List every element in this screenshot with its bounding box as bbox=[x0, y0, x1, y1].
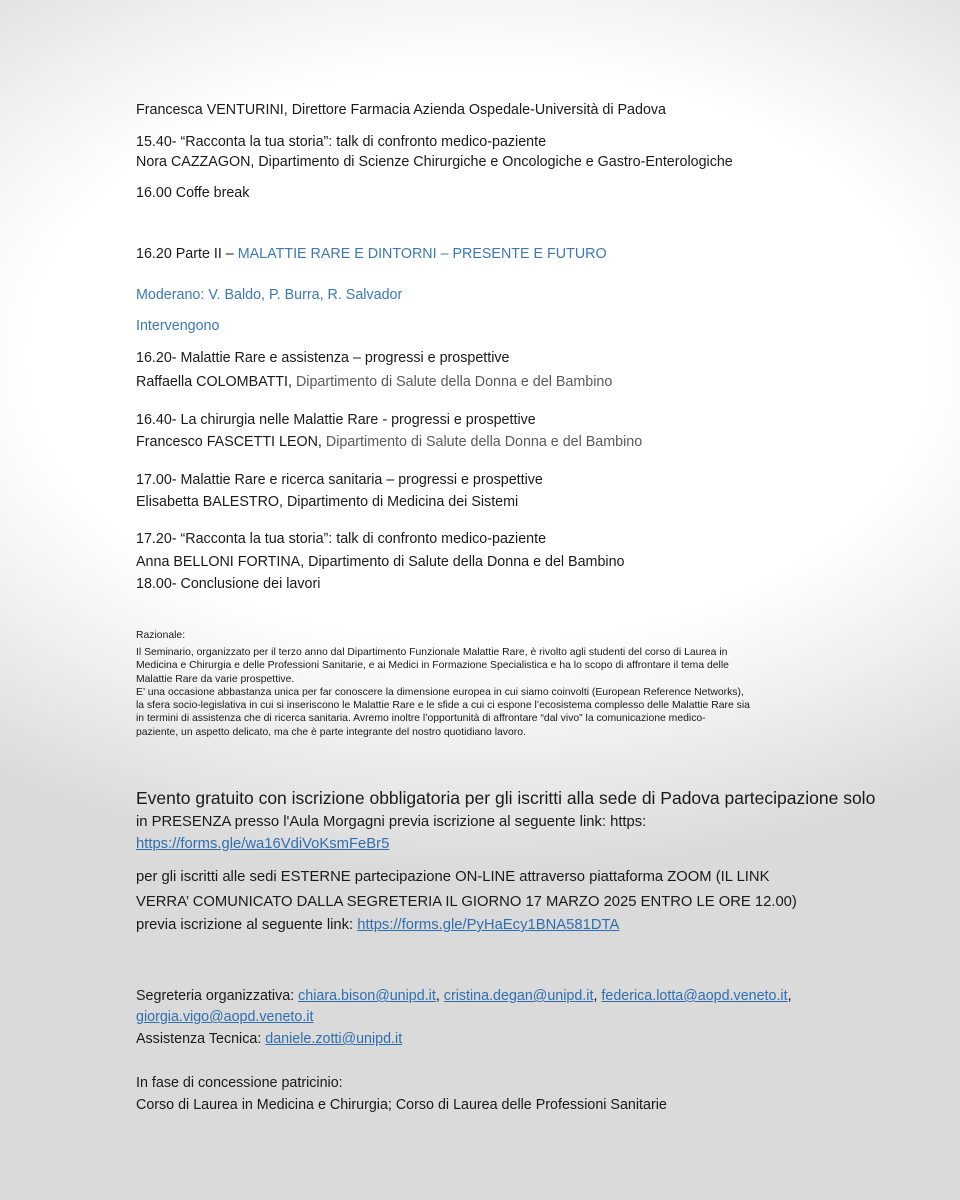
email-separator: , bbox=[787, 988, 792, 1004]
coffee-break: 16.00 Coffe break bbox=[136, 185, 250, 201]
session-1540-title: 15.40- “Racconta la tua storia”: talk di confronto medico-paziente bbox=[136, 134, 547, 150]
registration-online-line-3 bbox=[136, 914, 619, 937]
registration-headline: Evento gratuito con iscrizione obbligatoria per gli iscritti alla sede di Padova partecipazione solo bbox=[136, 788, 876, 808]
conclusion: 18.00- Conclusione dei lavori bbox=[136, 576, 321, 592]
speakers-label: Intervengono bbox=[136, 318, 220, 334]
patronage-label: In fase di concessione patricinio: bbox=[136, 1075, 343, 1091]
email-separator: , bbox=[435, 988, 444, 1004]
part-two-prefix: 16.20 Parte II – bbox=[136, 246, 238, 262]
secretariat-line bbox=[136, 986, 792, 1007]
email-giorgia-vigo-link[interactable]: giorgia.vigo@aopd.veneto.it bbox=[136, 1009, 314, 1025]
session-1700-speaker: Elisabetta BALESTRO, Dipartimento di Medicina dei Sistemi bbox=[136, 494, 519, 510]
online-registration-link[interactable]: https://forms.gle/PyHaEcy1BNA581DTA bbox=[357, 917, 620, 933]
rationale-text bbox=[136, 646, 750, 739]
rationale-heading: Razionale: bbox=[136, 630, 186, 641]
session-1640-dept: Dipartimento di Salute della Donna e del Bambino bbox=[325, 434, 643, 450]
email-daniele-zotti-link[interactable]: daniele.zotti@unipd.it bbox=[265, 1031, 403, 1047]
registration-online-line-2: VERRA’ COMUNICATO DALLA SEGRETERIA IL GIORNO 17 MARZO 2025 ENTRO LE ORE 12.00) bbox=[136, 894, 797, 910]
speaker-venturini: Francesca VENTURINI, Direttore Farmacia Azienda Ospedale-Università di Padova bbox=[136, 102, 666, 118]
session-1640-name: Francesco FASCETTI LEON, bbox=[136, 434, 326, 450]
email-cristina-degan-link[interactable]: cristina.degan@unipd.it bbox=[443, 988, 594, 1004]
rationale-line: in termini di assistenza che di ricerca sanitaria. Avremo inoltre l’opportunità di affrontare “dal vivo” la comunicazione medico- bbox=[136, 713, 706, 725]
session-1540-speaker: Nora CAZZAGON, Dipartimento di Scienze Chirurgiche e Oncologiche e Gastro-Enterologiche bbox=[136, 154, 733, 170]
session-1640-speaker bbox=[136, 432, 642, 453]
tech-support-line bbox=[136, 1029, 402, 1050]
session-1620-dept: Dipartimento di Salute della Donna e del Bambino bbox=[295, 374, 613, 390]
registration-presence-line: in PRESENZA presso l'Aula Morgagni previa iscrizione al seguente link: https: bbox=[136, 814, 647, 830]
session-1640-title: 16.40- La chirurgia nelle Malattie Rare - progressi e prospettive bbox=[136, 412, 536, 428]
online-prefix: previa iscrizione al seguente link: bbox=[136, 917, 358, 933]
moderators: Moderano: V. Baldo, P. Burra, R. Salvador bbox=[136, 287, 403, 303]
part-two-title: MALATTIE RARE E DINTORNI – PRESENTE E FUTURO bbox=[237, 246, 607, 262]
tech-support-label: Assistenza Tecnica: bbox=[136, 1031, 266, 1047]
session-1620-title: 16.20- Malattie Rare e assistenza – progressi e prospettive bbox=[136, 350, 510, 366]
rationale-line: la sfera socio-legislativa in cui si inseriscono le Malattie Rare e le sfide a cui ci espone l’ecosistema complesso delle Malattie Rare sia bbox=[136, 700, 750, 712]
session-1720-speaker: Anna BELLONI FORTINA, Dipartimento di Salute della Donna e del Bambino bbox=[136, 554, 625, 570]
session-1620-speaker bbox=[136, 372, 612, 393]
rationale-line: Malattie Rare da varie prospettive. bbox=[136, 673, 295, 685]
email-separator: , bbox=[593, 988, 602, 1004]
rationale-line: paziente, un aspetto delicato, ma che è parte integrante del nostro quotidiano lavoro. bbox=[136, 726, 526, 738]
email-federica-lotta-link[interactable]: federica.lotta@aopd.veneto.it bbox=[601, 988, 788, 1004]
session-1620-name: Raffaella COLOMBATTI, bbox=[136, 374, 296, 390]
email-chiara-bison-link[interactable]: chiara.bison@unipd.it bbox=[298, 988, 436, 1004]
patronage-text: Corso di Laurea in Medicina e Chirurgia; Corso di Laurea delle Professioni Sanitarie bbox=[136, 1097, 667, 1113]
session-1720-title: 17.20- “Racconta la tua storia”: talk di confronto medico-paziente bbox=[136, 531, 547, 547]
rationale-line: Il Seminario, organizzato per il terzo anno dal Dipartimento Funzionale Malattie Rare, è rivolto agli studenti del corso di Laurea in bbox=[136, 647, 728, 658]
secretariat-line-2 bbox=[136, 1007, 313, 1028]
rationale-line: Medicina e Chirurgia e delle Professioni Sanitarie, e ai Medici in Formazione Specialistica e ha lo scopo di affrontare il tema delle bbox=[136, 660, 729, 672]
secretariat-label: Segreteria organizzativa: bbox=[136, 988, 299, 1004]
session-1700-title: 17.00- Malattie Rare e ricerca sanitaria – progressi e prospettive bbox=[136, 472, 543, 488]
presence-registration-link[interactable]: https://forms.gle/wa16VdiVoKsmFeBr5 bbox=[136, 836, 390, 852]
registration-presence-link-line bbox=[136, 833, 389, 856]
part-two-heading bbox=[136, 244, 607, 265]
registration-online-line-1: per gli iscritti alle sedi ESTERNE partecipazione ON-LINE attraverso piattaforma ZOOM (IL LINK bbox=[136, 869, 770, 885]
rationale-line: E’ una occasione abbastanza unica per far conoscere la dimensione europea in cui siamo coinvolti (European Reference Networks), bbox=[136, 686, 744, 698]
